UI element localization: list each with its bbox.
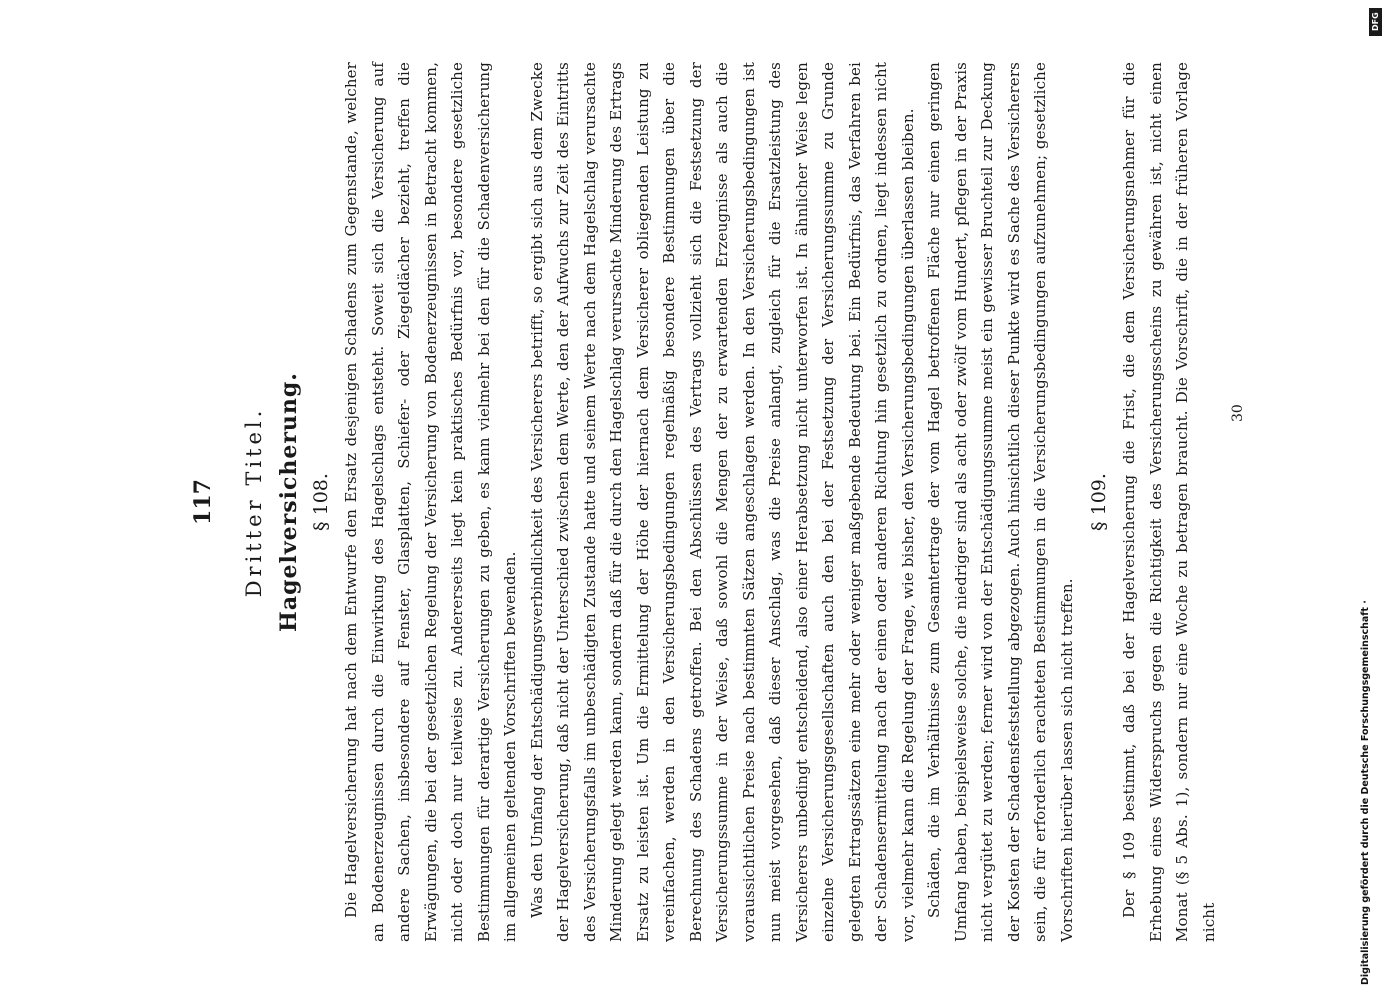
body-text (308, 62, 1222, 942)
paragraph: Die Hagelversicherung hat nach dem Entwurfe den Ersatz desjenigen Schadens zum Gegenstande, welcher an Bodenerzeugnissen durch die Einwirkung des Hagelschlags entsteht. Soweit sich die Versicherung auf andere Sachen, insbesondere auf Fenster, Glasplatten, Schiefer- oder Ziegeldächer bezieht, treffen die Erwägungen, die bei der gesetzlichen Regelung der Versicherung von Bodenerzeugnissen in Betracht kommen, nicht oder doch nur teilweise zu. Andererseits liegt kein praktisches Bedürfnis vor, besondere gesetzliche Bestimmungen für derartige Versicherungen zu geben, es kann vielmehr bei den für die Schadenversicherung im allgemeinen geltenden Vorschriften bewenden. (342, 62, 519, 942)
page-number: 117 (190, 479, 216, 525)
paragraph: Schäden, die im Verhältnisse zum Gesamtertrage der vom Hagel betroffenen Fläche nur einen geringen Umfang haben, beispielsweise solche, die niedriger sind als acht oder zwölf vom Hundert, pflegen in der Praxis nicht vergütet zu werden; ferner wird von der Entschädigungssumme meist ein gewisser Bruchteil zur Deckung der Kosten der Schadensfeststellung abgezogen. Auch hinsichtlich dieser Punkte wird es Sache des Versicherers sein, die für erforderlich erachteten Bestimmungen in die Versicherungsbedingungen aufzunehmen; gesetzliche Vorschriften hierüber lassen sich nicht treffen. (925, 62, 1076, 942)
section-heading: § 108. (310, 473, 332, 531)
paragraph: Was den Umfang der Entschädigungsverbindlichkeit des Versicherers betrifft, so ergibt sich aus dem Zwecke der Hagelversicherung, daß nicht der Unterschied zwischen dem Werte, den der Aufwuchs zur Zeit des Eintritts des Versicherungsfalls im unbeschädigten Zustande hatte und seinem Werte nach dem Hagelschlag verursachte Minderung gelegt werden kann, sondern daß für die durch den Hagelschlag verursachte Minderung des Ertrags Ersatz zu leisten ist. Um die Ermittelung der Höhe der hiernach dem Versicherer obliegenden Leistung zu vereinfachen, werden in den Versicherungsbedingungen regelmäßig besondere Bestimmungen über die Berechnung des Schadens getroffen. Bei den Abschlüssen des Vertrags vollzieht sich die Festsetzung der Versicherungssumme in der Weise, daß sowohl die Mengen der zu erwartenden Erzeugnisse als auch die voraussichtlichen Preise nach bestimmten Sätzen angeschlagen werden. In den Versicherungsbedingungen ist nun meist vorgesehen, daß dieser Anschlag, was die Preise anlangt, zugleich für die Ersatzleistung des Versicherers unbedingt entscheidend, also einer Herabsetzung nicht unterworfen ist. In ähnlicher Weise legen einzelne Versicherungsgesellschaften auch den bei der Festsetzung der Versicherungssumme zu Grunde gelegten Ertragssätzen eine mehr oder weniger maßgebende Bedeutung bei. Ein Bedürfnis, das Verfahren bei der Schadensermittelung nach der einen oder anderen Richtung hin gesetzlich zu ordnen, liegt indessen nicht vor, vielmehr kann die Regelung der Frage, wie bisher, den Versicherungsbedingungen überlassen bleiben. (527, 62, 917, 942)
chapter-title: Hagelversicherung. (276, 372, 302, 632)
funding-note: Digitalisierung gefördert durch die Deutsche Forschungsgemeinschaft · (1360, 600, 1371, 985)
dfg-logo-icon: DFG (1369, 8, 1382, 36)
part-title: Dritter Titel. (242, 406, 266, 598)
printer-signature: 30 (1230, 404, 1246, 422)
paragraph: Der § 109 bestimmt, daß bei der Hagelversicherung die Frist, die dem Versicherungsnehmer für die Erhebung eines Widerspruchs gegen die Richtigkeit des Versicherungsscheins zu gewähren ist, nicht einen Monat (§ 5 Abs. 1), sondern nur eine Woche zu betragen braucht. Die Vorschrift, die in der früheren Vorlage nicht (1120, 62, 1218, 942)
rotated-book-page (190, 62, 1260, 942)
section-heading: § 109. (1088, 473, 1110, 531)
